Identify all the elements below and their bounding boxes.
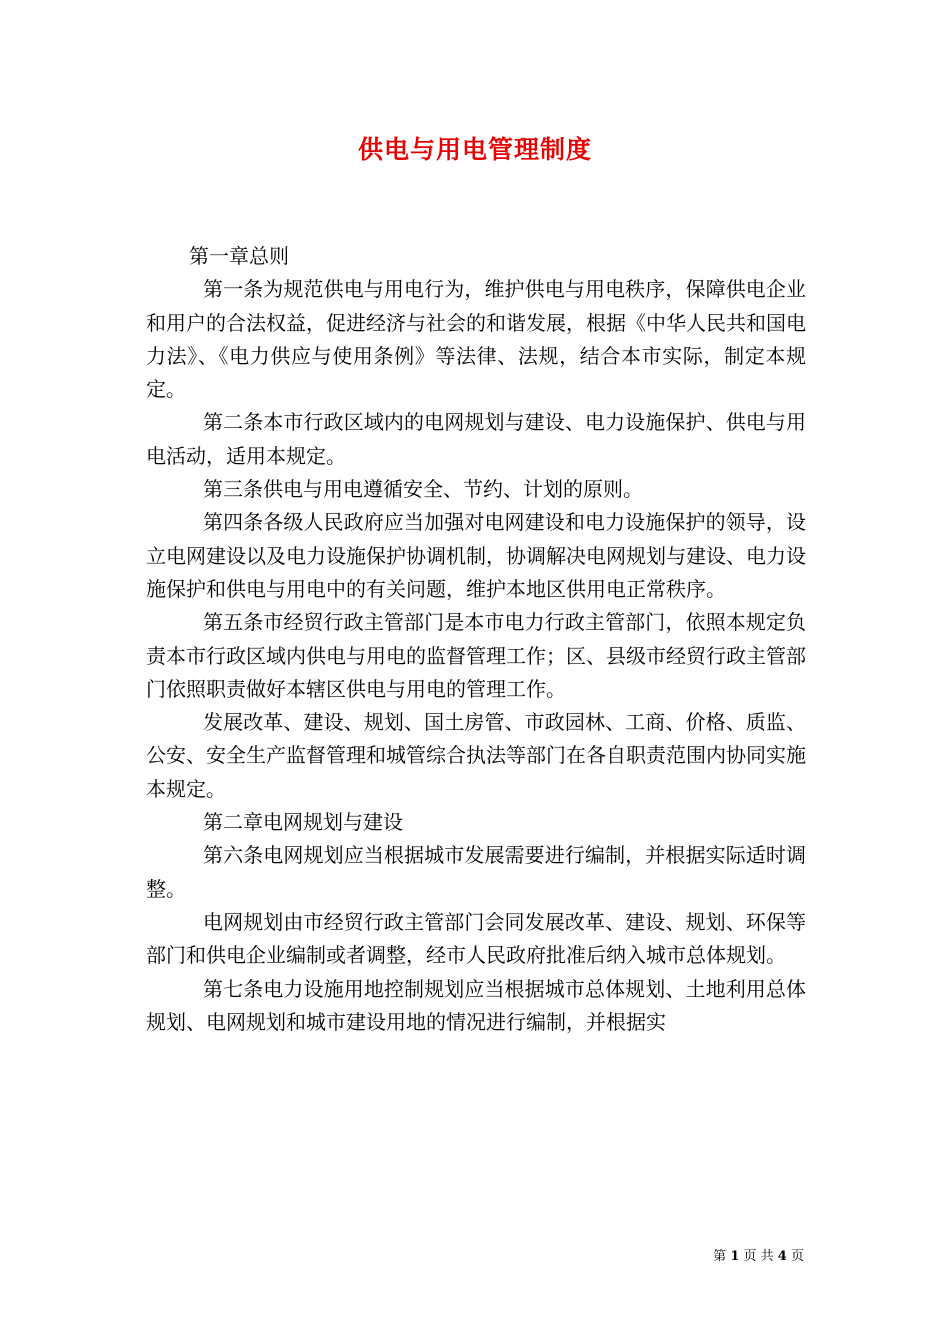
page-footer	[713, 1248, 804, 1266]
paragraph: 第三条供电与用电遵循安全、节约、计划的原则。	[203, 477, 643, 502]
paragraph: 电网规划由市经贸行政主管部门会同发展改革、建设、规划、环保等部门和供电企业编制或者调整，经市人民政府批准后纳入城市总体规划。	[146, 909, 806, 968]
paragraph: 第二条本市行政区域内的电网规划与建设、电力设施保护、供电与用电活动，适用本规定。	[146, 410, 806, 468]
current-page-number: 1	[730, 1249, 740, 1264]
document-title: 供电与用电管理制度	[357, 135, 592, 164]
chapter-heading: 第二章电网规划与建设	[203, 810, 403, 835]
document-body	[146, 240, 806, 1039]
footer-suffix: 页	[790, 1249, 804, 1264]
paragraph: 第五条市经贸行政主管部门是本市电力行政主管部门，依照本规定负责本市行政区域内供电与用电的监督管理工作；区、县级市经贸行政主管部门依照职责做好本辖区供电与用电的管理工作。	[146, 610, 806, 701]
paragraph: 第七条电力设施用地控制规划应当根据城市总体规划、土地利用总体规划、电网规划和城市建设用地的情况进行编制，并根据实	[146, 976, 806, 1034]
footer-prefix: 第	[713, 1249, 727, 1264]
paragraph: 第四条各级人民政府应当加强对电网建设和电力设施保护的领导，设立电网建设以及电力设施保护协调机制，协调解决电网规划与建设、电力设施保护和供电与用电中的有关问题，维护本地区供用电正常秩序。	[146, 510, 806, 601]
paragraph: 发展改革、建设、规划、国土房管、市政园林、工商、价格、质监、公安、安全生产监督管理和城管综合执法等部门在各自职责范围内协同实施本规定。	[146, 710, 806, 801]
chapter-heading: 第一章总则	[189, 244, 289, 268]
total-pages-number: 4	[777, 1249, 787, 1264]
paragraph: 第一条为规范供电与用电行为，维护供电与用电秩序，保障供电企业和用户的合法权益，促进经济与社会的和谐发展，根据《中华人民共和国电力法》、《电力供应与使用条例》等法律、法规，结合本市实际，制定本规定。	[146, 277, 806, 402]
paragraph: 第六条电网规划应当根据城市发展需要进行编制，并根据实际适时调整。	[146, 843, 806, 901]
footer-middle: 页 共	[743, 1249, 774, 1264]
